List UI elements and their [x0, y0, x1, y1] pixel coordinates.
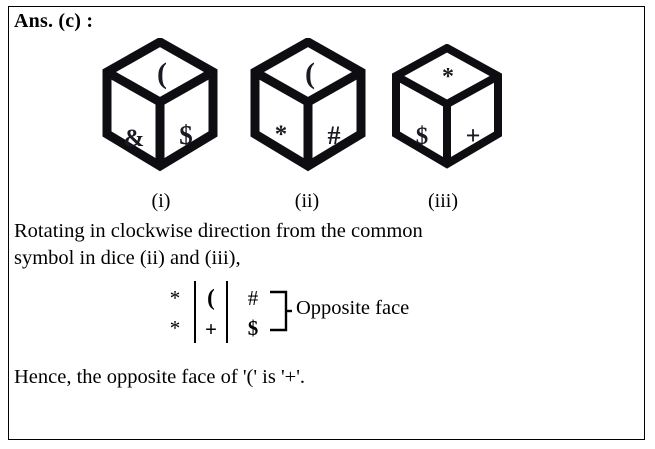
- dice-label-i: (i): [151, 190, 171, 212]
- explanation-line-1: Rotating in clockwise direction from the common: [14, 220, 423, 242]
- dice-figure-i: [100, 38, 220, 173]
- dice-iii-top-symbol: *: [442, 64, 454, 90]
- answer-heading: [14, 10, 93, 33]
- dice-ii-left-symbol: *: [274, 121, 288, 148]
- dice-label-ii: (ii): [294, 190, 320, 212]
- dice-figures: [0, 36, 637, 176]
- conclusion-line: Hence, the opposite face of '(' is '+'.: [14, 366, 306, 388]
- explanation-line-2: symbol in dice (ii) and (iii),: [14, 247, 241, 270]
- dice-figure-ii: [248, 38, 368, 173]
- rotation-right-item-2: $: [247, 316, 259, 341]
- rotation-left-item-2: *: [169, 316, 181, 341]
- dice-i-left-symbol: &: [123, 125, 145, 152]
- rotation-left-column: [164, 283, 186, 344]
- dice-iii-drawing: [390, 44, 505, 172]
- rotation-box-item-2: +: [205, 317, 217, 342]
- rotation-boxed-column: [194, 281, 228, 343]
- dice-figure-iii: [390, 44, 510, 179]
- answer-prefix: Ans.: [14, 10, 54, 32]
- dice-ii-drawing: [248, 38, 368, 173]
- dice-label-iii: (iii): [428, 190, 458, 212]
- dice-iii-left-symbol: $: [415, 123, 429, 150]
- rotation-box-item-1: (: [207, 285, 215, 310]
- opposite-face-brace-icon: [268, 289, 292, 333]
- rotation-right-item-1: #: [247, 286, 259, 310]
- dice-iii-right-symbol: +: [465, 121, 481, 150]
- dice-labels: [0, 190, 637, 216]
- opposite-face-note: Opposite face: [296, 297, 410, 319]
- rotation-diagram: [150, 283, 570, 351]
- answer-option: (c) :: [58, 10, 94, 32]
- dice-ii-top-symbol: (: [305, 57, 315, 90]
- explanation-paragraph: [14, 218, 624, 272]
- rotation-left-item-1: *: [169, 286, 181, 310]
- dice-i-drawing: [100, 38, 220, 173]
- rotation-right-column: [242, 283, 264, 344]
- dice-ii-right-symbol: #: [327, 121, 341, 150]
- dice-i-right-symbol: $: [179, 120, 193, 150]
- dice-i-top-symbol: (: [157, 57, 167, 90]
